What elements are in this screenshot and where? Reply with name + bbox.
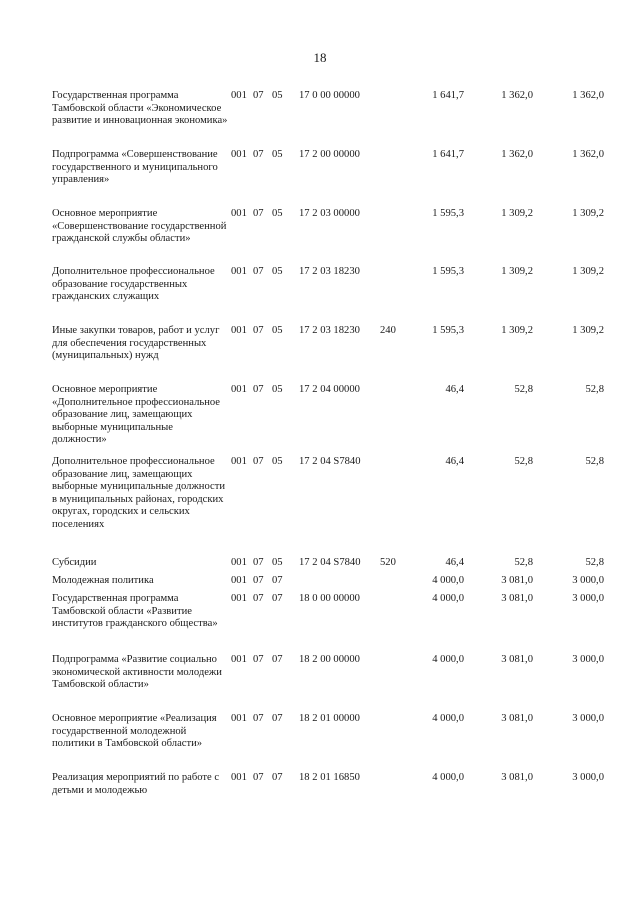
row-rz: 07 xyxy=(253,266,264,277)
row-csr: 17 0 00 00000 xyxy=(299,90,360,101)
row-amount-1: 4 000,0 xyxy=(432,772,464,783)
page-number: 18 xyxy=(313,50,327,65)
row-amount-3: 3 000,0 xyxy=(572,575,604,586)
row-amount-1: 1 641,7 xyxy=(432,149,464,160)
row-vr: 240 xyxy=(380,325,396,336)
row-ved: 001 xyxy=(231,593,247,604)
row-ved: 001 xyxy=(231,713,247,724)
row-name: Основное мероприятие «Дополнительное профессиональное образование лиц, замещающих выборные муниципальные должности» xyxy=(52,384,221,446)
row-amount-1: 46,4 xyxy=(445,456,464,467)
row-rz: 07 xyxy=(253,713,264,724)
row-amount-2: 1 362,0 xyxy=(501,90,533,101)
row-csr: 17 2 03 18230 xyxy=(299,325,360,336)
row-rz: 07 xyxy=(253,575,264,586)
row-amount-1: 1 595,3 xyxy=(432,325,464,336)
row-pr: 05 xyxy=(272,149,283,160)
row-amount-1: 46,4 xyxy=(445,384,464,395)
row-amount-2: 3 081,0 xyxy=(501,713,533,724)
row-csr: 17 2 04 00000 xyxy=(299,384,360,395)
row-pr: 07 xyxy=(272,772,283,783)
row-ved: 001 xyxy=(231,208,247,219)
row-amount-3: 1 362,0 xyxy=(572,90,604,101)
row-ved: 001 xyxy=(231,325,247,336)
row-rz: 07 xyxy=(253,654,264,665)
row-pr: 07 xyxy=(272,654,283,665)
row-amount-3: 1 362,0 xyxy=(572,149,604,160)
row-amount-3: 3 000,0 xyxy=(572,593,604,604)
row-amount-1: 4 000,0 xyxy=(432,575,464,586)
row-ved: 001 xyxy=(231,149,247,160)
row-name: Дополнительное профессиональное образование государственных гражданских служащих xyxy=(52,266,215,303)
row-amount-1: 1 595,3 xyxy=(432,208,464,219)
row-amount-1: 4 000,0 xyxy=(432,654,464,665)
row-name: Основное мероприятие «Совершенствование государственной гражданской службы области» xyxy=(52,208,227,245)
row-rz: 07 xyxy=(253,557,264,568)
row-name: Иные закупки товаров, работ и услуг для обеспечения государственных (муниципальных) нужд xyxy=(52,325,220,362)
row-amount-1: 4 000,0 xyxy=(432,713,464,724)
row-csr: 17 2 00 00000 xyxy=(299,149,360,160)
row-amount-2: 3 081,0 xyxy=(501,772,533,783)
row-amount-3: 52,8 xyxy=(585,557,604,568)
row-amount-3: 3 000,0 xyxy=(572,654,604,665)
row-amount-3: 52,8 xyxy=(585,384,604,395)
row-amount-3: 1 309,2 xyxy=(572,325,604,336)
row-rz: 07 xyxy=(253,384,264,395)
row-csr: 17 2 04 S7840 xyxy=(299,456,361,467)
row-name: Основное мероприятие «Реализация государственной молодежной политики в Тамбовской области» xyxy=(52,713,217,750)
row-rz: 07 xyxy=(253,593,264,604)
row-pr: 05 xyxy=(272,208,283,219)
row-name: Государственная программа Тамбовской области «Экономическое развитие и инновационная экономика» xyxy=(52,90,228,127)
row-amount-2: 3 081,0 xyxy=(501,593,533,604)
row-rz: 07 xyxy=(253,149,264,160)
row-csr: 18 2 00 00000 xyxy=(299,654,360,665)
row-ved: 001 xyxy=(231,384,247,395)
row-pr: 07 xyxy=(272,575,283,586)
row-amount-2: 1 309,2 xyxy=(501,266,533,277)
row-name: Субсидии xyxy=(52,557,97,568)
row-name: Подпрограмма «Развитие социально экономической активности молодежи Тамбовской области» xyxy=(52,654,222,691)
row-pr: 05 xyxy=(272,557,283,568)
row-name: Реализация мероприятий по работе с детьми и молодежью xyxy=(52,772,220,796)
row-amount-2: 52,8 xyxy=(514,557,533,568)
row-ved: 001 xyxy=(231,772,247,783)
row-csr: 18 0 00 00000 xyxy=(299,593,360,604)
row-ved: 001 xyxy=(231,90,247,101)
row-pr: 05 xyxy=(272,266,283,277)
row-pr: 05 xyxy=(272,325,283,336)
row-pr: 07 xyxy=(272,713,283,724)
row-rz: 07 xyxy=(253,772,264,783)
row-vr: 520 xyxy=(380,557,396,568)
row-ved: 001 xyxy=(231,456,247,467)
row-csr: 17 2 03 18230 xyxy=(299,266,360,277)
row-amount-2: 1 309,2 xyxy=(501,208,533,219)
row-csr: 17 2 04 S7840 xyxy=(299,557,361,568)
row-amount-3: 1 309,2 xyxy=(572,266,604,277)
row-amount-3: 1 309,2 xyxy=(572,208,604,219)
row-amount-2: 3 081,0 xyxy=(501,575,533,586)
row-amount-2: 1 309,2 xyxy=(501,325,533,336)
row-amount-1: 1 641,7 xyxy=(432,90,464,101)
row-rz: 07 xyxy=(253,208,264,219)
row-ved: 001 xyxy=(231,654,247,665)
row-ved: 001 xyxy=(231,575,247,586)
row-amount-1: 4 000,0 xyxy=(432,593,464,604)
row-name: Молодежная политика xyxy=(52,575,154,586)
row-csr: 18 2 01 16850 xyxy=(299,772,360,783)
row-name: Дополнительное профессиональное образование лиц, замещающих выборные муниципальные должности в муниципальных районах, городских округах, городских и сельских поселениях xyxy=(52,456,226,530)
row-amount-2: 3 081,0 xyxy=(501,654,533,665)
row-pr: 07 xyxy=(272,593,283,604)
row-amount-1: 46,4 xyxy=(445,557,464,568)
row-rz: 07 xyxy=(253,456,264,467)
row-amount-2: 1 362,0 xyxy=(501,149,533,160)
row-rz: 07 xyxy=(253,90,264,101)
row-ved: 001 xyxy=(231,557,247,568)
row-amount-3: 3 000,0 xyxy=(572,713,604,724)
row-ved: 001 xyxy=(231,266,247,277)
row-pr: 05 xyxy=(272,456,283,467)
row-name: Государственная программа Тамбовской области «Развитие институтов гражданского общества» xyxy=(52,593,218,630)
row-amount-2: 52,8 xyxy=(514,456,533,467)
row-rz: 07 xyxy=(253,325,264,336)
row-pr: 05 xyxy=(272,90,283,101)
row-amount-1: 1 595,3 xyxy=(432,266,464,277)
row-name: Подпрограмма «Совершенствование государственного и муниципального управления» xyxy=(52,149,218,186)
row-pr: 05 xyxy=(272,384,283,395)
row-csr: 18 2 01 00000 xyxy=(299,713,360,724)
row-amount-3: 3 000,0 xyxy=(572,772,604,783)
row-amount-2: 52,8 xyxy=(514,384,533,395)
row-amount-3: 52,8 xyxy=(585,456,604,467)
row-csr: 17 2 03 00000 xyxy=(299,208,360,219)
